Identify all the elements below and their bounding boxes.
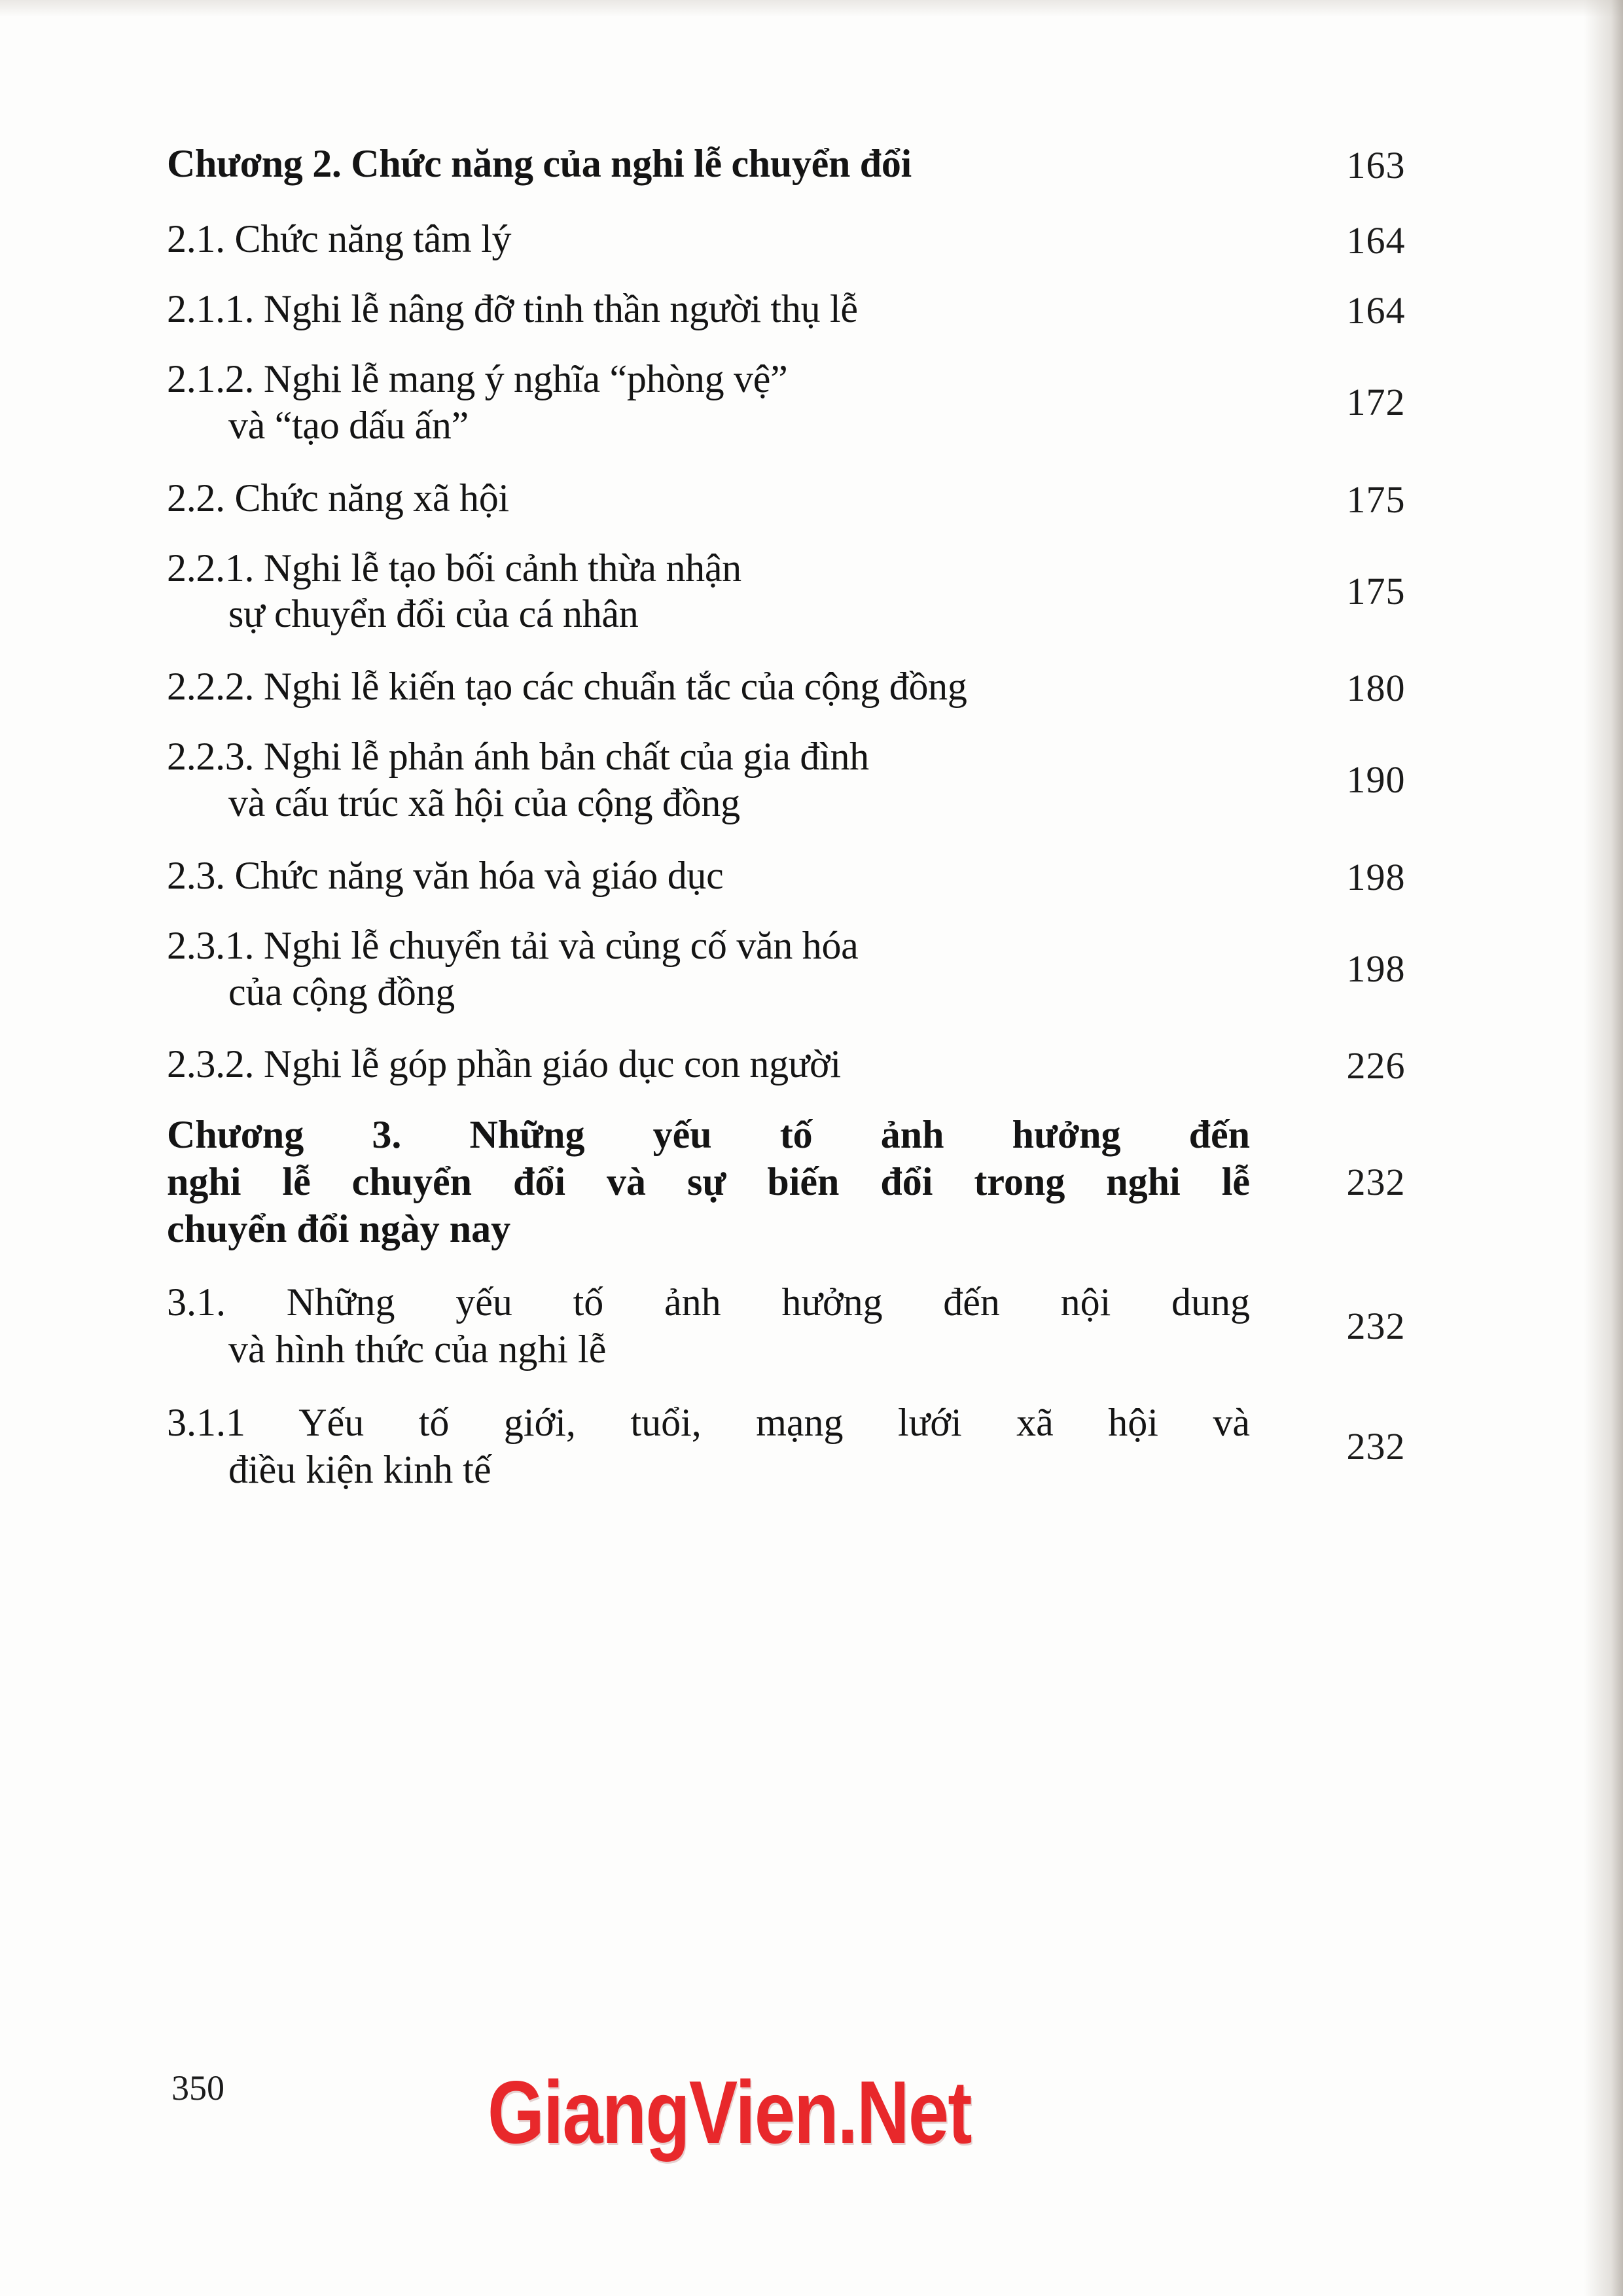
toc-entry-line-cont: của cộng đồng (228, 970, 455, 1014)
toc-entry-line-cont: điều kiện kinh tế (228, 1448, 491, 1492)
toc-entry-line: Chương 3. Những yếu tố ảnh hưởng đến (167, 1113, 1250, 1157)
toc-entry-line: 2.1.2. Nghi lễ mang ý nghĩa “phòng vệ” (167, 357, 788, 400)
toc-page-number: 164 (1346, 219, 1406, 262)
toc-entry-line-cont: sự chuyển đổi của cá nhân (228, 592, 639, 636)
toc-entry-2-2[interactable] (167, 475, 1472, 521)
toc-entry-text (167, 1041, 1279, 1087)
toc-entry-paragraph (167, 1111, 1250, 1252)
toc-entry-2-3-1[interactable] (167, 923, 1472, 1016)
toc-entry-3-1-1[interactable] (167, 1399, 1472, 1493)
toc-page-number: 175 (1346, 478, 1406, 521)
toc-entry-chuong-3[interactable] (167, 1111, 1472, 1252)
toc-page-number: 198 (1346, 947, 1406, 991)
toc-entry-line-cont: và cấu trúc xã hội của cộng đồng (228, 781, 740, 824)
toc-entry-2-2-2[interactable] (167, 663, 1472, 710)
toc-entry-text (167, 923, 1279, 1016)
toc-entry-text (167, 356, 1279, 449)
toc-entry-line: 2.2.2. Nghi lễ kiến tạo các chuẩn tắc của cộng đồng (167, 665, 967, 709)
toc-entry-line: 2.2. Chức năng xã hội (167, 476, 509, 520)
toc-entry-text (167, 141, 1279, 187)
toc-entry-line-cont: và hình thức của nghi lễ (228, 1328, 607, 1371)
toc-entry-text (167, 216, 1279, 262)
toc-entry-line: 2.3.1. Nghi lễ chuyển tải và củng cố văn hóa (167, 923, 859, 967)
toc-page-number: 180 (1346, 667, 1406, 710)
toc-entry-line: 3.1. Những yếu tố ảnh hưởng đến nội dung (167, 1280, 1250, 1324)
toc-entry-2-1[interactable] (167, 216, 1472, 262)
toc-entry-line: 3.1.1 Yếu tố giới, tuổi, mạng lưới xã hội và (167, 1401, 1250, 1445)
toc-entry-line: 2.3.2. Nghi lễ góp phần giáo dục con người (167, 1042, 841, 1086)
toc-entry-2-1-1[interactable] (167, 286, 1472, 332)
toc-entry-text (167, 1111, 1279, 1252)
toc-entry-line-cont: nghi lễ chuyển đổi và sự biến đổi trong nghi lễ (167, 1160, 1250, 1204)
toc-entry-text (167, 545, 1279, 638)
toc-page-number: 198 (1346, 855, 1406, 898)
toc-page-number: 226 (1346, 1044, 1406, 1087)
toc-entry-text (167, 1399, 1279, 1493)
toc-entry-2-3-2[interactable] (167, 1041, 1472, 1087)
toc-entry-paragraph (167, 1279, 1250, 1373)
toc-entry-2-2-1[interactable] (167, 545, 1472, 638)
site-watermark: GiangVien.Net (488, 2062, 971, 2162)
toc-entry-line: Chương 2. Chức năng của nghi lễ chuyển đổi (167, 142, 912, 185)
toc-entry-chuong-2[interactable] (167, 141, 1472, 187)
toc-page-number: 164 (1346, 289, 1406, 332)
toc-entry-line-cont: và “tạo dấu ấn” (228, 403, 469, 447)
toc-entry-line: 2.2.1. Nghi lễ tạo bối cảnh thừa nhận (167, 546, 741, 590)
toc-entry-text (167, 733, 1279, 826)
toc-entry-line: 2.3. Chức năng văn hóa và giáo dục (167, 853, 724, 897)
page-folio-number: 350 (171, 2068, 224, 2108)
toc-page-number: 163 (1346, 144, 1406, 186)
toc-entry-line: 2.1.1. Nghi lễ nâng đỡ tinh thần người thụ lễ (167, 287, 858, 330)
toc-entry-2-1-2[interactable] (167, 356, 1472, 449)
toc-page-number: 172 (1346, 381, 1406, 424)
toc-page-number: 175 (1346, 569, 1406, 612)
toc-entry-2-3[interactable] (167, 853, 1472, 899)
toc-entry-text (167, 475, 1279, 521)
table-of-contents-list (167, 141, 1472, 1519)
toc-entry-text (167, 853, 1279, 899)
toc-entry-3-1[interactable] (167, 1279, 1472, 1373)
toc-entry-line: 2.1. Chức năng tâm lý (167, 217, 512, 260)
toc-page-number: 232 (1346, 1160, 1406, 1203)
toc-entry-paragraph (167, 1399, 1250, 1493)
toc-entry-line: 2.2.3. Nghi lễ phản ánh bản chất của gia đình (167, 735, 869, 779)
toc-page-number: 232 (1346, 1304, 1406, 1347)
toc-entry-line-cont: chuyển đổi ngày nay (167, 1207, 511, 1251)
toc-entry-text (167, 286, 1279, 332)
toc-entry-2-2-3[interactable] (167, 733, 1472, 826)
toc-page-number: 232 (1346, 1424, 1406, 1468)
toc-entry-text (167, 663, 1279, 710)
toc-entry-text (167, 1279, 1279, 1373)
toc-page-number: 190 (1346, 758, 1406, 802)
